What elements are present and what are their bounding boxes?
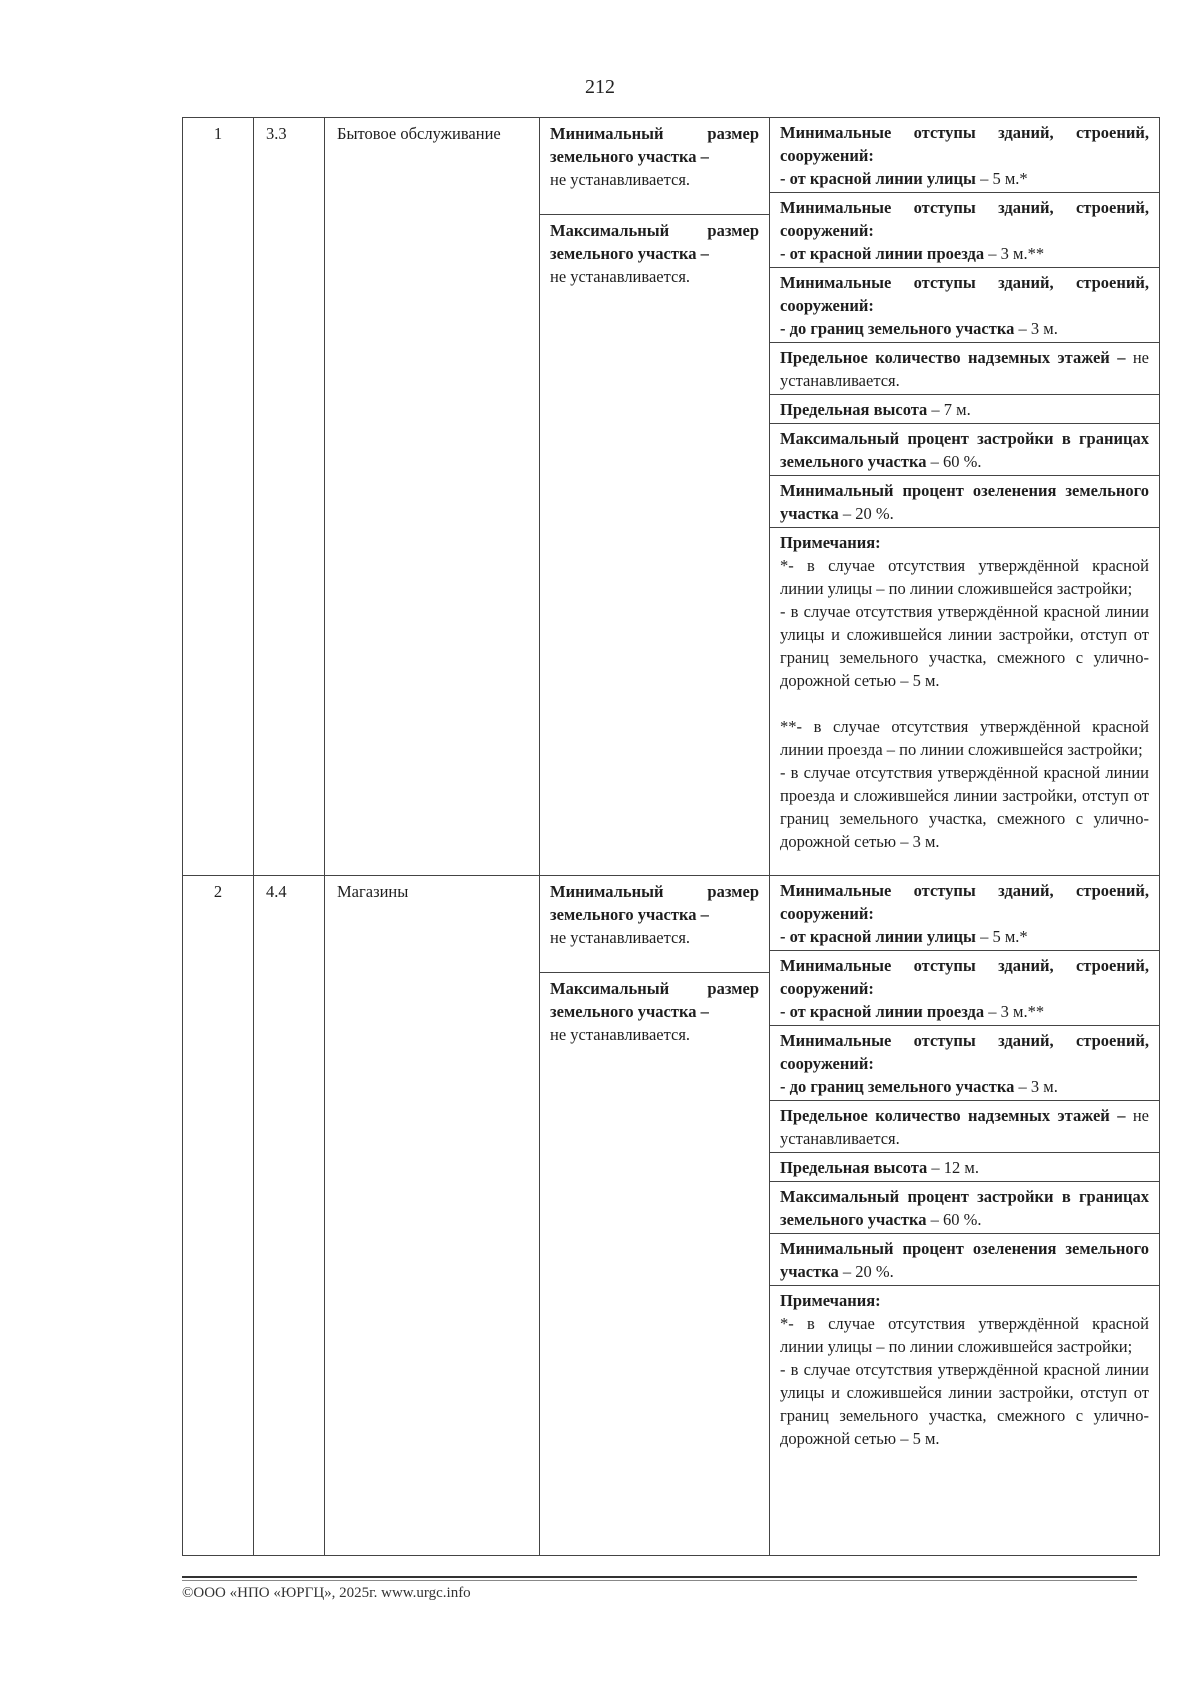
- parameter-item: [770, 1100, 1159, 1152]
- footer-rule-thin: [182, 1580, 1137, 1581]
- parameter-item: [770, 1233, 1159, 1285]
- parameter-value: – 7 м.: [927, 400, 971, 419]
- parameter-value: – 3 м.: [1014, 319, 1058, 338]
- parameter-value: не устанавливается.: [780, 348, 1149, 390]
- notes-title: Примечания:: [780, 1291, 881, 1310]
- parameter-value: – 12 м.: [927, 1158, 979, 1177]
- notes-block: [770, 527, 1159, 855]
- footer-copyright: ©ООО «НПО «ЮРГЦ», 2025г. www.urgc.info: [182, 1585, 471, 1601]
- parameter-value: – 5 м.*: [975, 169, 1028, 188]
- min-size-value: не устанавливается.: [550, 928, 691, 947]
- parameter-title: Предельная высота: [780, 400, 928, 419]
- parameter-subject: - от красной линии улицы: [780, 927, 976, 946]
- parameter-title: Минимальные отступы зданий, строений, сооружений:: [780, 1031, 1149, 1073]
- parameter-title: Минимальные отступы зданий, строений, сооружений:: [780, 956, 1149, 998]
- parameters-cell: [770, 118, 1160, 876]
- parameter-title: Минимальные отступы зданий, строений, сооружений:: [780, 123, 1149, 165]
- parameter-title: Предельное количество надземных этажей –: [780, 1106, 1126, 1125]
- parameter-value: – 3 м.**: [984, 1002, 1045, 1021]
- max-size-value: не устанавливается.: [550, 267, 691, 286]
- parameter-value: – 20 %.: [838, 504, 894, 523]
- footer-rule: [182, 1576, 1137, 1578]
- page-number: 212: [585, 76, 615, 98]
- parameter-item: [770, 192, 1159, 267]
- parameter-value: – 60 %.: [926, 1210, 982, 1229]
- parameter-subject: - до границ земельного участка: [780, 319, 1015, 338]
- parameter-item: [770, 1181, 1159, 1233]
- row-number: 1: [183, 118, 254, 876]
- max-plot-size: [540, 973, 769, 1046]
- parameter-item: [770, 267, 1159, 342]
- parameter-title: Минимальные отступы зданий, строений, сооружений:: [780, 198, 1149, 240]
- parameter-title: Предельная высота: [780, 1158, 928, 1177]
- notes-gap: [780, 692, 1149, 715]
- parameter-title: Минимальный процент озеленения земельного участка: [780, 1239, 1149, 1281]
- parameter-item: [770, 950, 1159, 1025]
- min-size-label: Минимальный размер земельного участка –: [550, 882, 759, 924]
- parameter-subject: - от красной линии проезда: [780, 1002, 985, 1021]
- max-size-label: Максимальный размер земельного участка –: [550, 221, 759, 263]
- parameter-value: – 3 м.**: [984, 244, 1045, 263]
- note-item: - в случае отсутствия утверждённой красной линии улицы и сложившейся линии застройки, отступ от границ земельного участка, смежного с улично-дорожной сетью – 5 м.: [780, 602, 1149, 690]
- table-row: [183, 876, 1160, 1556]
- parameter-subject: - от красной линии проезда: [780, 244, 985, 263]
- use-name: Магазины: [325, 876, 540, 1556]
- parameter-item: [770, 342, 1159, 394]
- table-row: [183, 118, 1160, 876]
- parameter-value: – 3 м.: [1014, 1077, 1058, 1096]
- max-size-value: не устанавливается.: [550, 1025, 691, 1044]
- parameters-cell: [770, 876, 1160, 1556]
- min-size-value: не устанавливается.: [550, 170, 691, 189]
- use-code: 3.3: [254, 118, 325, 876]
- parameter-title: Максимальный процент застройки в границах земельного участка: [780, 429, 1149, 471]
- parameter-subject: - от красной линии улицы: [780, 169, 976, 188]
- parameter-value: – 5 м.*: [975, 927, 1028, 946]
- min-size-label: Минимальный размер земельного участка –: [550, 124, 759, 166]
- parameter-item: [770, 475, 1159, 527]
- max-size-label: Максимальный размер земельного участка –: [550, 979, 759, 1021]
- parameter-value: – 20 %.: [838, 1262, 894, 1281]
- use-name: Бытовое обслуживание: [325, 118, 540, 876]
- parameter-item: [770, 423, 1159, 475]
- parameter-item: [770, 1025, 1159, 1100]
- min-plot-size: [540, 118, 769, 214]
- parameter-title: Максимальный процент застройки в границах земельного участка: [780, 1187, 1149, 1229]
- parameter-title: Предельное количество надземных этажей –: [780, 348, 1126, 367]
- parameter-value: не устанавливается.: [780, 1106, 1149, 1148]
- plot-size-cell: [540, 876, 770, 1556]
- note-item: **- в случае отсутствия утверждённой красной линии проезда – по линии сложившейся застройки;: [780, 717, 1149, 759]
- parameter-value: – 60 %.: [926, 452, 982, 471]
- parameter-subject: - до границ земельного участка: [780, 1077, 1015, 1096]
- notes-title: Примечания:: [780, 533, 881, 552]
- plot-size-cell: [540, 118, 770, 876]
- max-plot-size: [540, 215, 769, 288]
- use-code: 4.4: [254, 876, 325, 1556]
- note-item: - в случае отсутствия утверждённой красной линии улицы и сложившейся линии застройки, отступ от границ земельного участка, смежного с улично-дорожной сетью – 5 м.: [780, 1360, 1149, 1448]
- parameter-title: Минимальные отступы зданий, строений, сооружений:: [780, 881, 1149, 923]
- note-item: - в случае отсутствия утверждённой красной линии проезда и сложившейся линии застройки, отступ от границ земельного участка, смежного с улично-дорожной сетью – 3 м.: [780, 763, 1149, 851]
- parameter-item: [770, 876, 1159, 950]
- note-item: *- в случае отсутствия утверждённой красной линии улицы – по линии сложившейся застройки;: [780, 556, 1149, 598]
- min-plot-size: [540, 876, 769, 972]
- regulation-table: [182, 117, 1160, 1556]
- parameter-item: [770, 118, 1159, 192]
- row-number: 2: [183, 876, 254, 1556]
- parameter-title: Минимальный процент озеленения земельного участка: [780, 481, 1149, 523]
- note-item: *- в случае отсутствия утверждённой красной линии улицы – по линии сложившейся застройки;: [780, 1314, 1149, 1356]
- parameter-item: [770, 394, 1159, 423]
- parameter-title: Минимальные отступы зданий, строений, сооружений:: [780, 273, 1149, 315]
- notes-block: [770, 1285, 1159, 1452]
- parameter-item: [770, 1152, 1159, 1181]
